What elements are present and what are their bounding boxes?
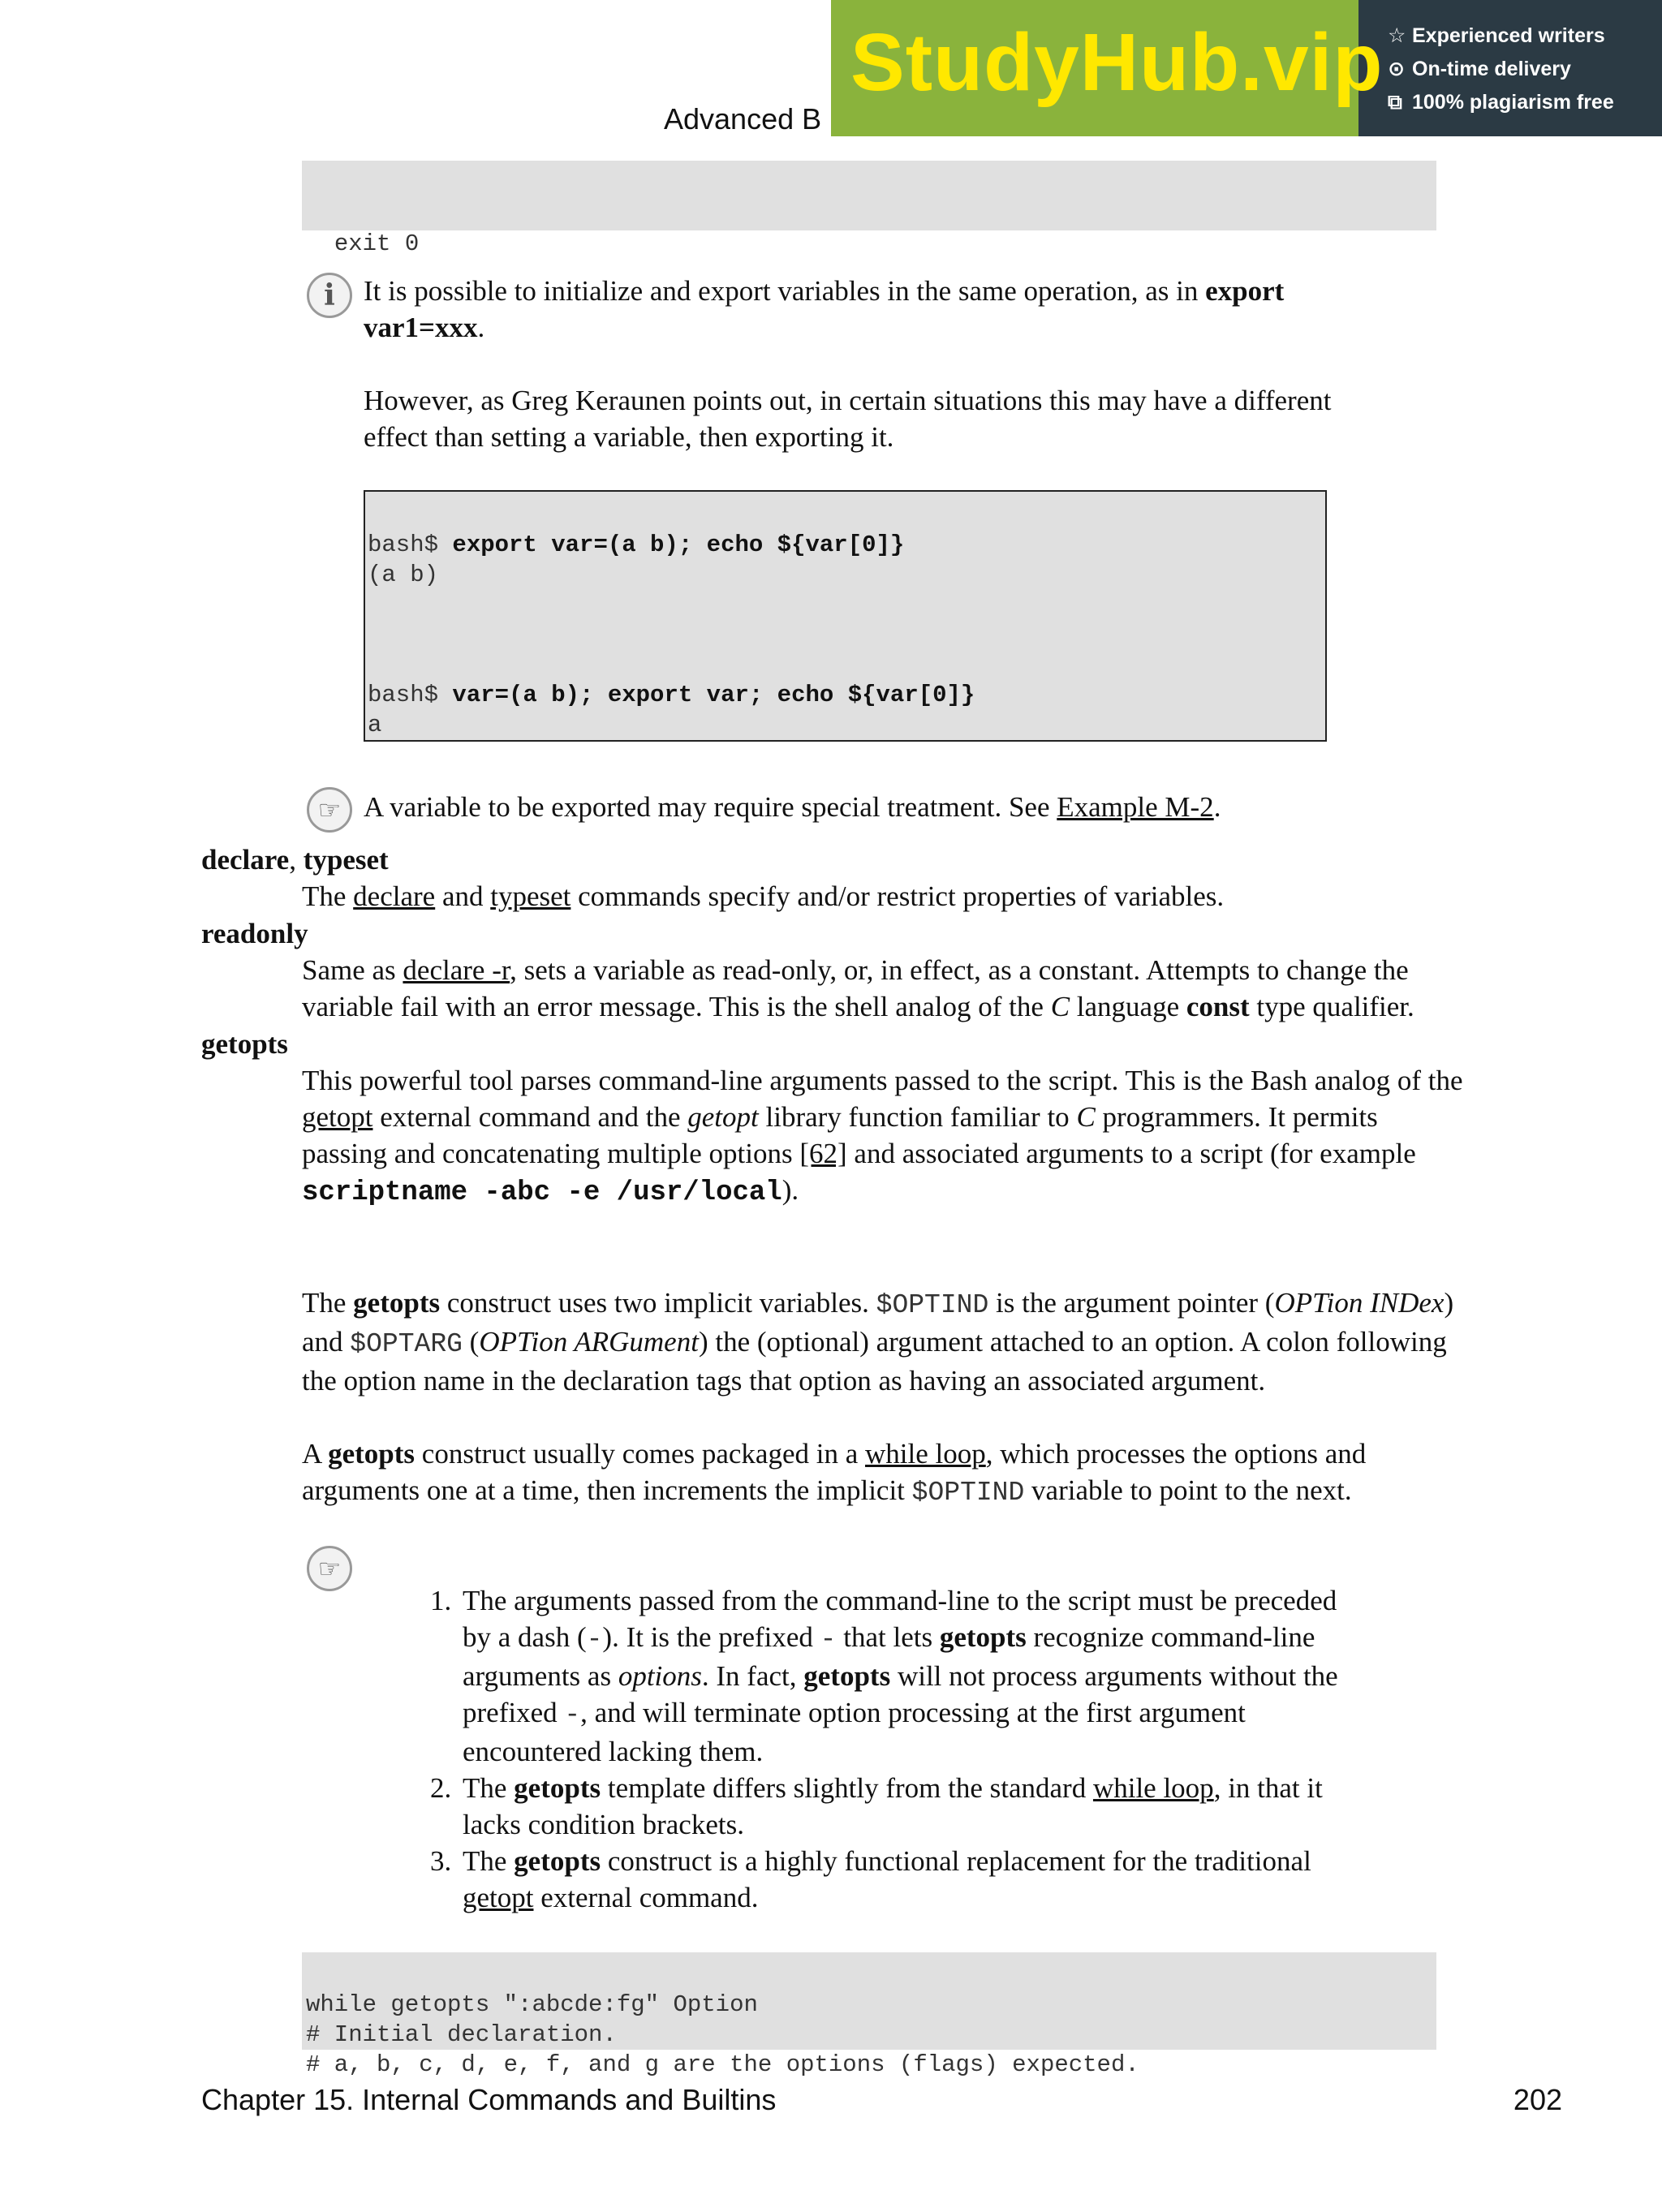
link-while-loop[interactable]: while loop [1092, 1772, 1214, 1804]
ad-logo[interactable]: StudyHub.vip [850, 17, 1384, 108]
footer-chapter-title: Chapter 15. Internal Commands and Builtins [201, 2083, 777, 2116]
info-icon: i [307, 273, 352, 318]
code-line: exit 0 [334, 230, 420, 257]
definition-readonly: Same as declare -r, sets a variable as read-only, or, in effect, as a constant. Attempts to change the variable fail with an error message. This is the shell analog of the C language const type qualifier. [302, 954, 1414, 1022]
list-item: 2. The getopts template differs slightly from the standard while loop, in that it lacks condition brackets. [430, 1772, 1323, 1840]
note-special-treatment: A variable to be exported may require special treatment. See Example M-2. [364, 791, 1221, 823]
ad-feature [1388, 19, 1662, 53]
pointing-hand-icon: ☞ [307, 787, 352, 833]
getopts-paragraph-3: A getopts construct usually comes packaged in a while loop, which processes the options and arguments one at a time, then increments the implicit $OPTIND variable to point to the next. [302, 1438, 1367, 1508]
pointing-hand-icon: ☞ [307, 1546, 352, 1591]
link-getopt[interactable]: getopt [463, 1882, 534, 1913]
inline-var: $OPTIND [876, 1290, 989, 1320]
term-declare-typeset: declare, typeset [201, 844, 389, 876]
inline-var: $OPTARG [350, 1329, 463, 1359]
link-getopt[interactable]: getopt [302, 1101, 373, 1133]
ad-logo-panel[interactable] [831, 0, 1384, 136]
clock-icon: ⊙ [1388, 58, 1405, 80]
ad-feature-label: 100% plagiarism free [1412, 91, 1614, 114]
note-export-init [364, 273, 1419, 455]
ad-feature-label: On-time delivery [1412, 58, 1571, 80]
code-block-exit [302, 161, 1436, 257]
inline-code: scriptname -abc -e /usr/local [302, 1177, 782, 1208]
code-block-export-example: bash$ export var=(a b); echo ${var[0]} (a b) bash$ var=(a b); export var; echo ${var[0]} a [364, 490, 1327, 742]
link-typeset[interactable]: typeset [490, 880, 571, 912]
getopts-notes-list [430, 1582, 1477, 1916]
note-paragraph: However, as Greg Keraunen points out, in certain situations this may have a different effect than setting a variable, then exporting it. [364, 385, 1332, 453]
term-readonly: readonly [201, 918, 308, 949]
code-block-getopts: while getopts ":abcde:fg" Option # Initial declaration. # a, b, c, d, e, f, and g are the options (flags) expected. [302, 1952, 1436, 2050]
note-paragraph: It is possible to initialize and export variables in the same operation, as in export var1=xxx. [364, 275, 1285, 343]
definition-getopts [302, 1062, 1600, 1511]
getopts-paragraph-2: The getopts construct uses two implicit variables. $OPTIND is the argument pointer (OPTion INDex) and $OPTARG (OPTion ARGument) the (optional) argument attached to an option. A colon following the option name in the declaration tags that option as having an associated argument. [302, 1287, 1454, 1396]
getopts-paragraph-1: This powerful tool parses command-line arguments passed to the script. This is the Bash analog of the getopt external command and the getopt library function familiar to C programmers. It permits passing and concatenating multiple options [62] and associated arguments to a script (for example scriptname -abc -e /usr/local). [302, 1065, 1463, 1208]
list-item: 1. The arguments passed from the command-line to the script must be preceded by a dash (-). It is the prefixed - that lets getopts recognize command-line arguments as options. In fact, getopts will not process arguments without the prefixed -, and will terminate option processing at the first argument encountered lacking them. [430, 1585, 1338, 1767]
ad-features-panel [1358, 0, 1662, 136]
ad-feature [1388, 53, 1662, 86]
ad-feature-label: Experienced writers [1412, 24, 1605, 47]
link-footnote-62[interactable]: [62] [799, 1138, 847, 1169]
page-header-title: Advanced B [664, 102, 822, 136]
list-item: 3. The getopts construct is a highly functional replacement for the traditional getopt external command. [430, 1845, 1311, 1913]
definition-declare-typeset: The declare and typeset commands specify and/or restrict properties of variables. [302, 880, 1225, 912]
star-icon: ☆ [1388, 24, 1406, 47]
ad-banner[interactable] [831, 0, 1662, 136]
footer-page-number: 202 [1513, 2083, 1562, 2116]
copy-icon: ⧉ [1388, 91, 1402, 114]
link-declare-r[interactable]: declare -r [403, 954, 510, 986]
link-declare[interactable]: declare [353, 880, 436, 912]
link-while-loop[interactable]: while loop [865, 1438, 986, 1470]
term-getopts: getopts [201, 1028, 288, 1060]
ad-feature [1388, 86, 1662, 119]
inline-var: $OPTIND [911, 1478, 1025, 1508]
link-example-m2[interactable]: Example M-2 [1057, 791, 1214, 823]
